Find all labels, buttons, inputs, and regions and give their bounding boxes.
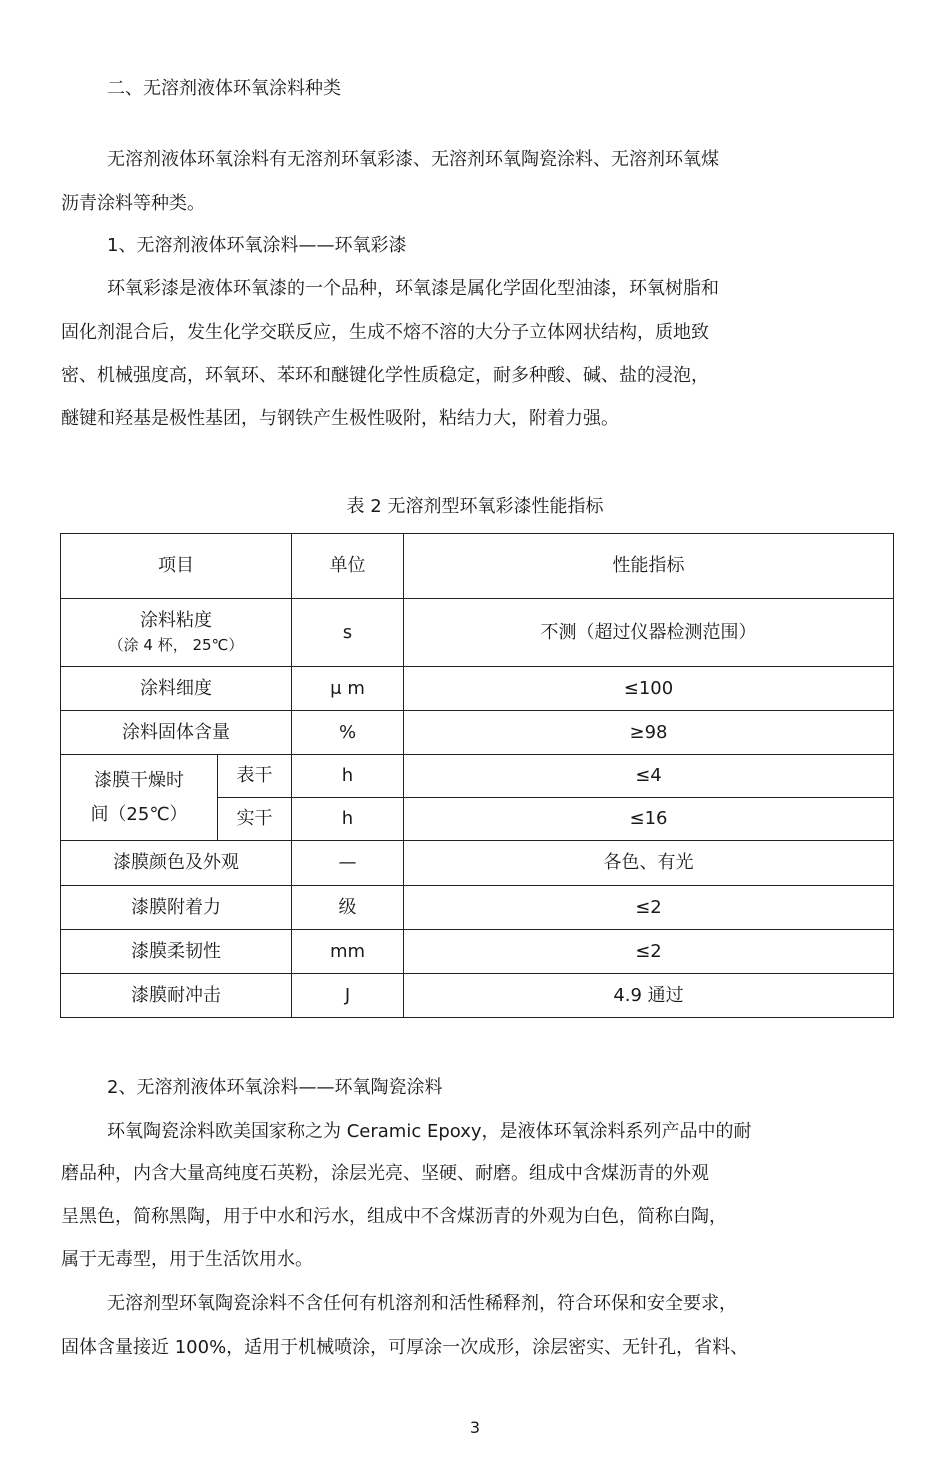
subsection-heading-2: 2、无溶剂液体环氧涂料——环氧陶瓷涂料 — [107, 1077, 443, 1098]
cell-unit: % — [292, 711, 404, 755]
cell-item: 涂料细度 — [61, 667, 292, 711]
intro-line-2: 沥青涂料等种类。 — [61, 193, 205, 214]
table-row — [61, 886, 894, 930]
cell-spec: ≤100 — [404, 667, 894, 711]
cell-item: 涂料固体含量 — [61, 711, 292, 755]
paragraph-line: 呈黑色，简称黑陶，用于中水和污水，组成中不含煤沥青的外观为白色，简称白陶， — [61, 1206, 727, 1227]
cell-sub-item: 表干 — [218, 755, 292, 798]
cell-item: 漆膜耐冲击 — [61, 974, 292, 1018]
cell-unit: h — [292, 755, 404, 798]
paragraph-line: 无溶剂型环氧陶瓷涂料不含任何有机溶剂和活性稀释剂，符合环保和安全要求， — [107, 1293, 737, 1314]
table-caption: 表 2 无溶剂型环氧彩漆性能指标 — [346, 496, 604, 517]
cell-item: 漆膜柔韧性 — [61, 930, 292, 974]
cell-spec: 4.9 通过 — [404, 974, 894, 1018]
table-row — [61, 667, 894, 711]
cell-unit: 级 — [292, 886, 404, 930]
table-row — [61, 755, 894, 798]
cell-item — [61, 599, 292, 667]
cell-item-drying — [61, 755, 218, 841]
paragraph-line: 磨品种，内含大量高纯度石英粉，涂层光亮、坚硬、耐磨。组成中含煤沥青的外观 — [61, 1163, 709, 1184]
table-row — [61, 599, 894, 667]
section-heading: 二、无溶剂液体环氧涂料种类 — [107, 78, 341, 99]
header-spec: 性能指标 — [404, 534, 894, 599]
cell-unit: mm — [292, 930, 404, 974]
page-number: 3 — [469, 1418, 481, 1437]
item-drying-line-1: 漆膜干燥时 — [94, 769, 184, 791]
cell-spec: ≤16 — [404, 798, 894, 841]
header-item: 项目 — [61, 534, 292, 599]
cell-spec: ≤2 — [404, 930, 894, 974]
table-row — [61, 974, 894, 1018]
paragraph-line: 属于无毒型，用于生活饮用水。 — [61, 1249, 313, 1270]
cell-spec: 不测（超过仪器检测范围） — [404, 599, 894, 667]
paragraph-line: 固体含量接近 100%，适用于机械喷涂，可厚涂一次成形，涂层密实、无针孔，省料、 — [61, 1337, 749, 1358]
cell-unit: J — [292, 974, 404, 1018]
cell-unit: — — [292, 841, 404, 886]
paragraph-line: 环氧陶瓷涂料欧美国家称之为 Ceramic Epoxy，是液体环氧涂料系列产品中的耐 — [107, 1121, 752, 1142]
intro-line-1: 无溶剂液体环氧涂料有无溶剂环氧彩漆、无溶剂环氧陶瓷涂料、无溶剂环氧煤 — [107, 149, 719, 170]
item-drying-line-2: 间（25℃） — [90, 803, 188, 825]
cell-spec: ≥98 — [404, 711, 894, 755]
table-row — [61, 711, 894, 755]
cell-spec: ≤2 — [404, 886, 894, 930]
table-header-row — [61, 534, 894, 599]
cell-item: 漆膜颜色及外观 — [61, 841, 292, 886]
paragraph-line: 密、机械强度高，环氧环、苯环和醚键化学性质稳定，耐多种酸、碱、盐的浸泡， — [61, 365, 709, 386]
cell-sub-item: 实干 — [218, 798, 292, 841]
performance-table — [60, 533, 894, 1018]
table-row — [61, 841, 894, 886]
table-row — [61, 930, 894, 974]
cell-unit: μ m — [292, 667, 404, 711]
paragraph-line: 固化剂混合后，发生化学交联反应，生成不熔不溶的大分子立体网状结构，质地致 — [61, 322, 709, 343]
item-viscosity: 涂料粘度 — [140, 609, 212, 631]
subsection-heading-1: 1、无溶剂液体环氧涂料——环氧彩漆 — [107, 235, 407, 256]
paragraph-line: 醚键和羟基是极性基团，与钢铁产生极性吸附，粘结力大，附着力强。 — [61, 408, 619, 429]
item-viscosity-note: （涂 4 杯， 25℃） — [108, 635, 244, 654]
header-unit: 单位 — [292, 534, 404, 599]
cell-item: 漆膜附着力 — [61, 886, 292, 930]
paragraph-line: 环氧彩漆是液体环氧漆的一个品种，环氧漆是属化学固化型油漆，环氧树脂和 — [107, 278, 719, 299]
cell-unit: h — [292, 798, 404, 841]
cell-unit: s — [292, 599, 404, 667]
cell-spec: 各色、有光 — [404, 841, 894, 886]
cell-spec: ≤4 — [404, 755, 894, 798]
